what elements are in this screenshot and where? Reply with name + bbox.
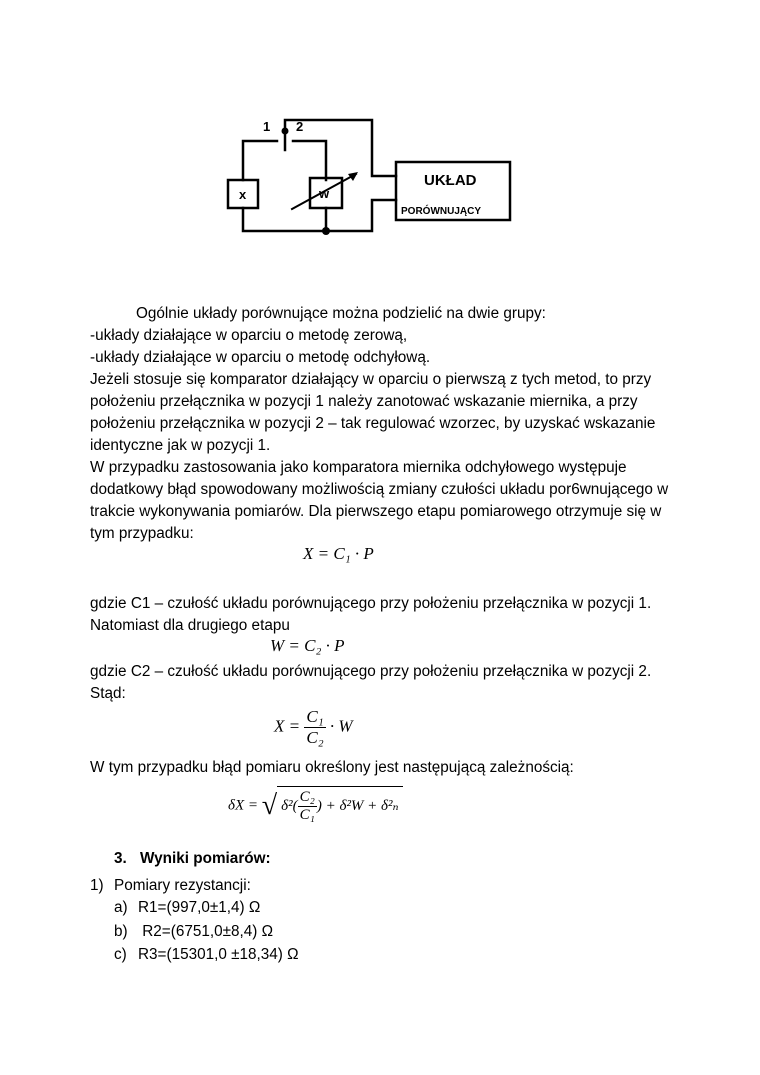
formula-error-num: C₂ [299, 789, 315, 805]
list-item [90, 874, 251, 897]
sqrt-body: δ²( $\frac{\text{C₂}}{\text{C₁}}$ ) + δ²W + δ²ₙ [277, 786, 402, 826]
body-text [90, 303, 690, 545]
formula-error-den: C₁ [299, 807, 315, 823]
paragraph-c1: gdzie C1 – czułość układu porównującego przy położeniu przełącznika w pozycji 1. Natomiast dla drugiego etapu [90, 595, 652, 634]
formula-x: X = C₁ · P [303, 544, 374, 563]
formula-x-ratio [274, 707, 353, 748]
measurement-item: c) R3=(15301,0 ±18,34) Ω [114, 946, 299, 963]
formula-error-rest: + δ²W + δ²ₙ [325, 797, 399, 814]
formula-x-ratio-num: C₁ [306, 707, 324, 726]
formula-error [228, 786, 403, 826]
formula-x-ratio-den: C₂ [306, 728, 324, 747]
wire-bottom [243, 200, 396, 231]
box-w-label: w [319, 186, 330, 201]
formula-x-ratio-fraction [304, 707, 325, 748]
switch-pivot [282, 128, 289, 135]
wire-left-top [243, 141, 277, 180]
measurement-list [114, 896, 299, 967]
paragraph-zero-method: -układy działające w oparciu o metodę zerową, [90, 327, 408, 344]
paragraph-deflection-error: W przypadku zastosowania jako komparatora miernika odchyłowego występuje dodatkowy błąd spowodowany możliwością zmiany czułości układu por6wnującego w trakcie wykonywania pomiarów. Dla pierwszego etapu pomiarowego otrzymuje się w tym przypadku: [90, 459, 669, 542]
sqrt-icon: √ [261, 790, 278, 821]
circuit-diagram [0, 0, 760, 300]
section-title: Wyniki pomiarów: [140, 850, 271, 867]
switch-label-2: 2 [296, 119, 304, 134]
formula-error-fraction [298, 789, 317, 824]
paragraph-deflection-method: -układy działające w oparciu o metodę odchyłową. [90, 349, 431, 366]
section-number: 3. [114, 850, 127, 867]
list-number: 1) [90, 877, 104, 894]
measurement-item: a) R1=(997,0±1,4) Ω [114, 899, 261, 916]
measurement-item: b) R2=(6751,0±8,4) Ω [114, 922, 274, 940]
comparator-label-1: UKŁAD [424, 172, 477, 189]
box-x-label: x [239, 187, 247, 202]
section-heading [90, 850, 271, 868]
formula-error-lhs: δX = [228, 797, 259, 814]
formula-w: W = C₂ · P [270, 636, 345, 655]
paragraph-intro: Ogólnie układy porównujące można podzielić na dwie grupy: [136, 305, 546, 322]
switch-label-1: 1 [263, 119, 271, 134]
comparator-label-2: PORÓWNUJĄCY [401, 206, 482, 217]
formula-x-ratio-rhs: · W [329, 716, 353, 736]
wire-w-top [293, 141, 326, 180]
paragraph-error: W tym przypadku błąd pomiaru określony jest następującą zależnością: [90, 759, 574, 776]
list-item-label: Pomiary rezystancji: [114, 877, 251, 894]
junction-dot [322, 227, 330, 235]
paragraph-comparator: Jeżeli stosuje się komparator działający w oparciu o pierwszą z tych metod, to przy położeniu przełącznika w pozycji 1 należy zanotować wskazanie miernika, a przy położeniu przełącznika w pozycji 2 – tak regulować wzorzec, by uzyskać wskazanie identyczne jak w pozycji 1. [90, 371, 656, 454]
formula-x-ratio-lhs: X = [274, 716, 301, 736]
paragraph-c2: gdzie C2 – czułość układu porównującego przy położeniu przełącznika w pozycji 2. Stąd: [90, 663, 652, 702]
